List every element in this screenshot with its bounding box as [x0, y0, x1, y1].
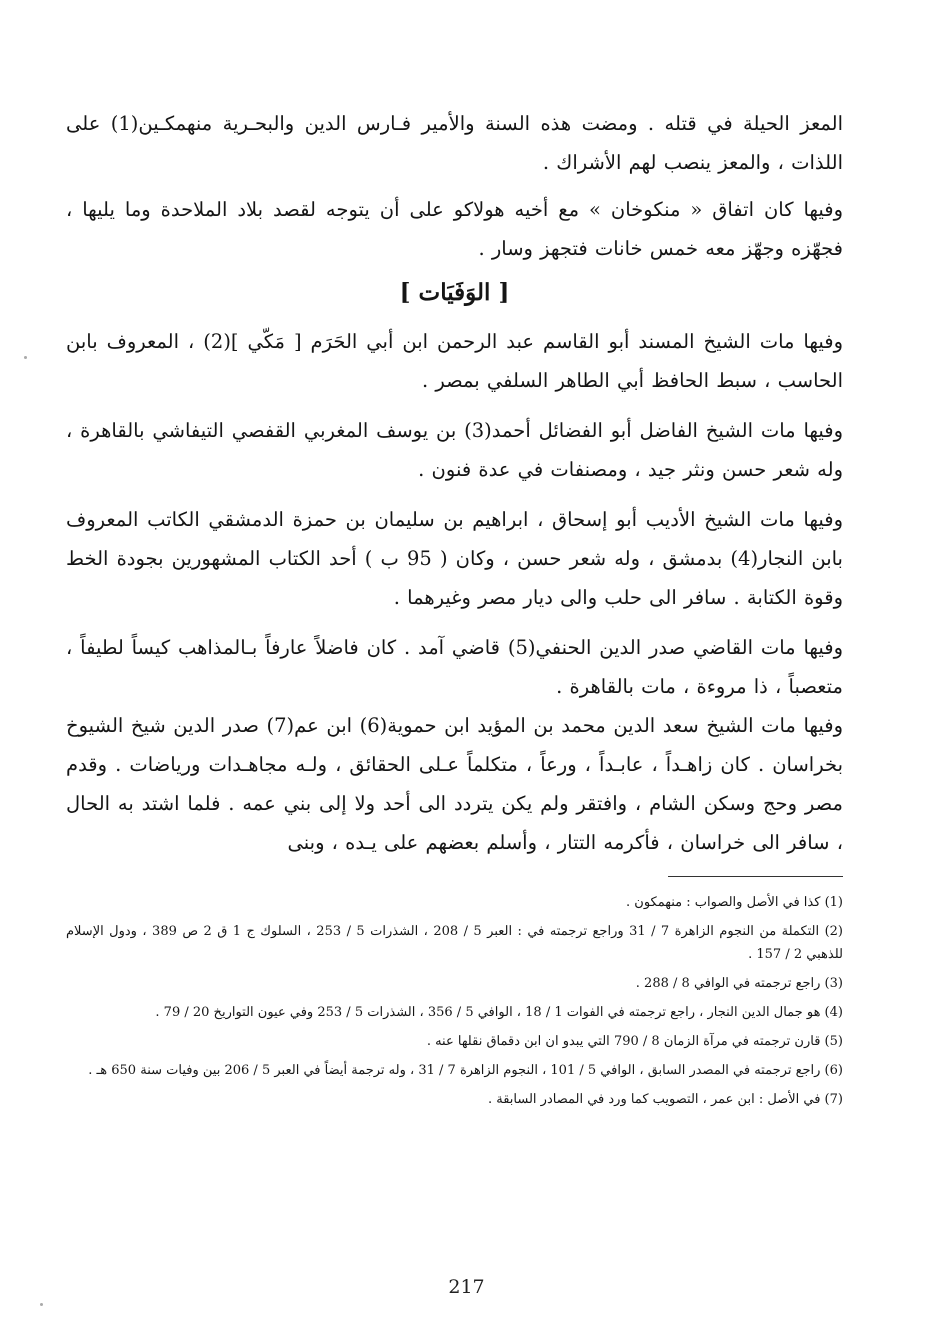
page-number: 217 [448, 1276, 485, 1298]
footnote: (4) هو جمال الدين النجار ، راجع ترجمته في الفوات 1 / 18 ، الوافي 5 / 356 ، الشذرات 5 / 253 وفي عيون التواريخ 20 / 79 . [155, 1005, 843, 1020]
footnote: (2) التكملة من النجوم الزاهرة 7 / 31 وراجع ترجمته في : العبر 5 / 208 ، الشذرات 5 / 253 ، السلوك ج 1 ق 2 ص 389 ، ودول الإسلام للذهبي 2 / 157 . [66, 924, 843, 962]
footnote: (5) قارن ترجمته في مرآة الزمان 8 / 790 التي يبدو ان ابن دقماق نقلها عنه . [426, 1034, 843, 1049]
footnote: (1) كذا في الأصل والصواب : منهمكون . [626, 895, 843, 910]
footnotes [66, 891, 843, 1111]
section-heading-text: [ الوَفَيَات ] [399, 279, 510, 306]
obituary-paragraph: وفيها مات الشيخ المسند أبو القاسم عبد الرحمن ابن أبي الحَرَم [ مَكّي ](2) ، المعروف بابن الحاسب ، سبط الحافظ أبي الطاهر السلفي بمصر . [66, 330, 843, 392]
footnote: (6) راجع ترجمته في المصدر السابق ، الوافي 5 / 101 ، النجوم الزاهرة 7 / 31 ، وله ترجمة أيضاً في العبر 5 / 206 بين وفيات سنة 650 هـ . [88, 1063, 843, 1078]
body-paragraph: المعز الحيلة في قتله . ومضت هذه السنة والأمير فـارس الدين والبحـرية منهمكـين(1) على اللذات ، والمعز ينصب لهم الأشراك . [66, 112, 843, 174]
section-heading [66, 276, 843, 310]
scan-speck [40, 1303, 43, 1306]
footnote: (7) في الأصل : ابن عمر ، التصويب كما ورد في المصادر السابقة . [487, 1092, 843, 1107]
footnote-divider [668, 876, 843, 877]
obituary-paragraph: وفيها مات القاضي صدر الدين الحنفي(5) قاضي آمد . كان فاضلاً عارفاً بـالمذاهب كيساً لطيفاً ، متعصباً ، ذا مروءة ، مات بالقاهرة . [66, 636, 844, 698]
obituary-paragraph: وفيها مات الشيخ سعد الدين محمد بن المؤيد ابن حموية(6) ابن عم(7) صدر الدين شيخ الشيوخ بخراسان . كان زاهـداً ، عابـداً ، ورعاً ، متكلماً عـلى الحقائق ، ولـه مجاهـدات ورياضات . وقدم مصر وحج وسكن الشام ، وافتقر ولم يكن يتردد الى أحد ولا إلى بني عمه . فلما اشتد به الحال ، سافر الى خراسان ، فأكرمه التتار ، وأسلم بعضهم على يـده ، وبنى [66, 714, 844, 854]
obituary-paragraph: وفيها مات الشيخ الأديب أبو إسحاق ، ابراهيم بن سليمان بن حمزة الدمشقي الكاتب المعروف بابن النجار(4) بدمشق ، وله شعر حسن ، وكان ( 95 ب ) أحد الكتاب المشهورين بجودة الخط وقوة الكتابة . سافر الى حلب والى ديار مصر وغيرهما . [66, 508, 843, 609]
page-content [66, 104, 843, 1335]
obituary-paragraph: وفيها مات الشيخ الفاضل أبو الفضائل أحمد(3) بن يوسف المغربي القفصي التيفاشي بالقاهرة ، وله شعر حسن ونثر جيد ، ومصنفات في عدة فنون . [66, 419, 844, 481]
footnote: (3) راجع ترجمته في الوافي 8 / 288 . [635, 976, 843, 991]
scan-speck [24, 356, 27, 359]
body-paragraph: وفيها كان اتفاق « منكوخان » مع أخيه هولاكو على أن يتوجه لقصد بلاد الملاحدة وما يليها ، فجهّزه وجهّز معه خمس خانات فتجهز وسار . [66, 198, 843, 260]
